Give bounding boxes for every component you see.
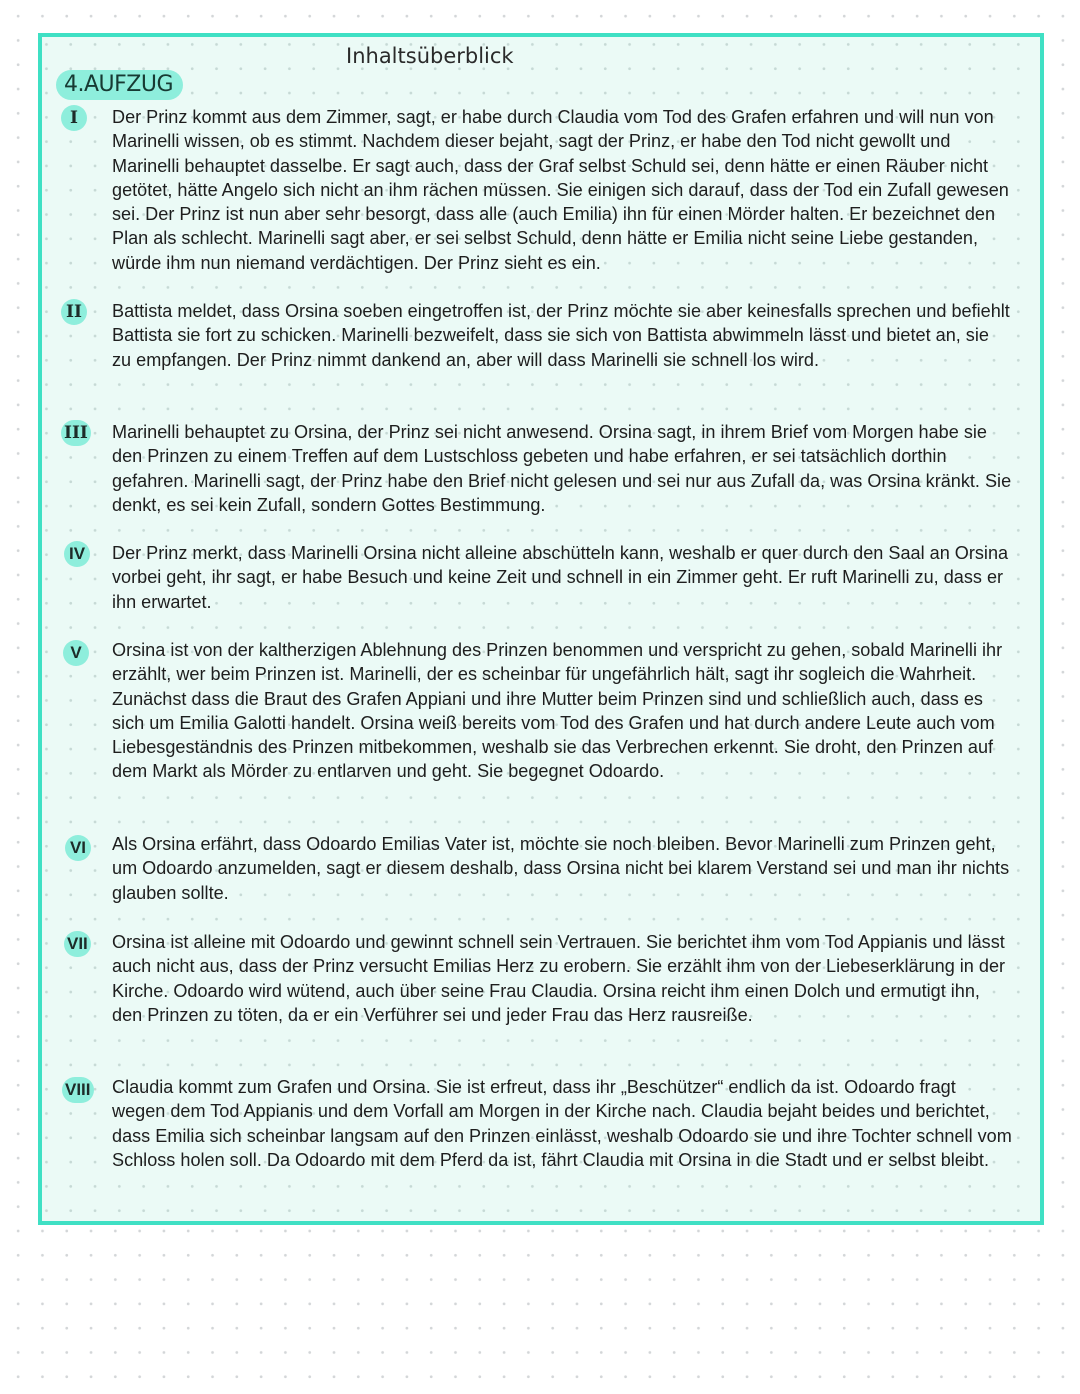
act-label: 4.AUFZUG (56, 70, 183, 100)
scene-numeral: II (61, 299, 87, 325)
scene-text: Battista meldet, dass Orsina soeben eingetroffen ist, der Prinz möchte sie aber keinesfalls sprechen und befiehlt Battista sie fort zu schicken. Marinelli bezweifelt, dass sie sich von Battista abwimmeln lässt und bietet an, sie zu empfangen. Der Prinz nimmt dankend an, aber will dass Marinelli sie schnell los wird. (112, 301, 1010, 370)
scene-numeral: VII (64, 931, 91, 957)
scene-text: Der Prinz kommt aus dem Zimmer, sagt, er habe durch Claudia vom Tod des Grafen erfahren und will nun von Marinelli wissen, ob es stimmt. Nachdem dieser bejaht, sagt der Prinz, er habe den Tod nicht gewollt und Marinelli behauptet dasselbe. Er sagt auch, dass der Graf selbst Schuld sei, denn hätte er einen Räuber nicht getötet, hätte Angelo sich nicht an ihm rächen müssen. Sie einigen sich darauf, dass der Tod ein Zufall gewesen sei. Der Prinz ist nun aber sehr besorgt, dass alle (auch Emilia) ihn für einen Mörder halten. Er bezeichnet den Plan als schlecht. Marinelli sagt aber, er sei selbst Schuld, denn hätte er Emilia nicht seine Liebe gestanden, würde ihm nun niemand verdächtigen. Der Prinz sieht es ein. (112, 107, 1009, 273)
scene-numeral: I (61, 105, 87, 131)
scene-numeral: VIII (62, 1077, 94, 1103)
scene-numeral: V (63, 640, 89, 666)
scene-numeral: III (61, 420, 91, 446)
scene-text: Marinelli behauptet zu Orsina, der Prinz sei nicht anwesend. Orsina sagt, in ihrem Brief vom Morgen habe sie den Prinzen zu einem Treffen auf dem Lustschloss gebeten und habe erfahren, er sei tatsächlich dorthin gefahren. Marinelli sagt, der Prinz habe den Brief nicht gelesen und sei nur aus Zufall da, was Orsina kränkt. Sie denkt, es sei kein Zufall, sondern Gottes Bestimmung. (112, 422, 1012, 515)
scene-numeral: IV (64, 541, 90, 567)
page-title: Inhaltsüberblick (346, 44, 514, 68)
scene-text: Orsina ist alleine mit Odoardo und gewinnt schnell sein Vertrauen. Sie berichtet ihm vom Tod Appianis und lässt auch nicht aus, dass der Prinz versucht Emilias Herz zu erobern. Sie erzählt ihm von der Liebeserklärung in der Kirche. Odoardo wird wütend, auch über seine Frau Claudia. Orsina reicht ihm einen Dolch und ermutigt ihn, den Prinzen zu töten, da er ein Verführer sei und jeder Frau das Herz rausreiße. (112, 932, 1006, 1025)
scene-text: Claudia kommt zum Grafen und Orsina. Sie ist erfreut, dass ihr „Beschützer“ endlich da ist. Odoardo fragt wegen dem Tod Appianis und dem Vorfall am Morgen in der Kirche nach. Claudia bejaht beides und berichtet, dass Emilia sich scheinbar langsam auf den Prinzen einlässt, weshalb Odoardo sie und ihre Tochter schnell vom Schloss holen soll. Da Odoardo mit dem Pferd da ist, fährt Claudia mit Orsina in die Stadt und er selbst bleibt. (112, 1077, 1012, 1170)
scene-numeral: VI (65, 835, 91, 861)
scene-text: Als Orsina erfährt, dass Odoardo Emilias Vater ist, möchte sie noch bleiben. Bevor Marinelli zum Prinzen geht, um Odoardo anzumelden, sagt er diesem deshalb, dass Orsina nicht bei klarem Verstand sei und man ihr nichts glauben sollte. (112, 834, 1010, 903)
scene-text: Orsina ist von der kaltherzigen Ablehnung des Prinzen benommen und verspricht zu gehen, sobald Marinelli ihr erzählt, wer beim Prinzen ist. Marinelli, der es scheinbar für ungefährlich hält, sagt ihr sogleich die Wahrheit. Zunächst dass die Braut des Grafen Appiani und ihre Mutter beim Prinzen sind und schließlich auch, dass es sich um Emilia Galotti handelt. Orsina weiß bereits vom Tod des Grafen und hat durch andere Leute auch vom Liebesgeständnis des Prinzen mitbekommen, weshalb sie das Verbrechen erkennt. Sie droht, den Prinzen auf dem Markt als Mörder zu entlarven und geht. Sie begegnet Odoardo. (112, 640, 1003, 782)
scene-text: Der Prinz merkt, dass Marinelli Orsina nicht alleine abschütteln kann, weshalb er quer durch den Saal an Orsina vorbei geht, ihr sagt, er habe Besuch und keine Zeit und schnell in ein Zimmer geht. Er ruft Marinelli zu, dass er ihn erwartet. (112, 543, 1009, 612)
